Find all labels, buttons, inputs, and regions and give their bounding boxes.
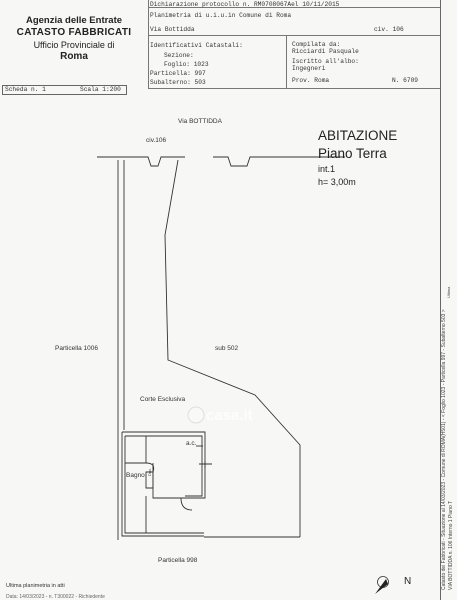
agency-name: Agenzia delle Entrate bbox=[25, 15, 123, 26]
footer-cut-line: Data: 14/03/2023 - n. T300022 - Richiedente bbox=[6, 594, 105, 600]
sub-label: sub 502 bbox=[215, 345, 239, 352]
ident-subalterno: Subalterno: 503 bbox=[150, 79, 206, 86]
plan-interior: int.1 bbox=[318, 164, 336, 174]
province: Prov. Roma bbox=[292, 77, 330, 84]
doccia-label: Doc. bbox=[147, 467, 152, 476]
scheda-number: Scheda n. 1 bbox=[5, 86, 46, 93]
north-label: N bbox=[404, 576, 412, 587]
door-swing-room bbox=[181, 498, 192, 510]
agency-office: Ufficio Provinciale di bbox=[33, 40, 115, 50]
registered-title: Iscritto all'albo: bbox=[292, 58, 359, 65]
watermark-logo bbox=[188, 407, 204, 423]
plan-height: h= 3,00m bbox=[318, 177, 356, 187]
address-civic: civ. 106 bbox=[374, 26, 404, 33]
planimetry-line: Planimetria di u.i.u.in Comune di Roma bbox=[150, 12, 292, 19]
plan-floor: Piano Terra bbox=[318, 146, 387, 161]
sidebar-line-address: VIA BOTTIDDA n. 106 Interno 1 Piano T bbox=[448, 500, 454, 590]
declaration-line: Dichiarazione protocollo n. RM0708067Ael 10/11/2015 bbox=[150, 1, 340, 8]
unit-outer-left-inner bbox=[125, 436, 204, 533]
plan-title: ABITAZIONE bbox=[318, 128, 398, 143]
ident-sezione: Sezione: bbox=[164, 52, 194, 59]
agency-catasto: CATASTO FABBRICATI bbox=[16, 27, 132, 38]
wall-bathroom-right bbox=[153, 463, 181, 498]
registered-value: Ingegneri bbox=[292, 65, 326, 72]
particella-bottom-label: Particella 998 bbox=[158, 557, 198, 564]
watermark-text: casa.it bbox=[206, 407, 253, 424]
footer-note: Ultima planimetria in atti bbox=[6, 583, 65, 589]
address-street: Via Bottidda bbox=[150, 26, 195, 33]
compiled-name: Ricciardi Pasquale bbox=[292, 48, 359, 55]
street-label: Via BOTTIDDA bbox=[178, 118, 222, 125]
corte-label: Corte Esclusiva bbox=[140, 396, 186, 403]
ident-particella: Particella: 997 bbox=[150, 70, 206, 77]
ident-title: Identificativi Catastali: bbox=[150, 42, 243, 49]
sidebar-marker: Ultima bbox=[446, 286, 451, 298]
scale-value: Scala 1:200 bbox=[80, 86, 121, 93]
particella-left-label: Particella 1006 bbox=[55, 345, 98, 352]
bagno-label: Bagno bbox=[126, 472, 145, 479]
street-frontage-left bbox=[97, 157, 185, 166]
ident-foglio: Foglio: 1023 bbox=[164, 61, 209, 68]
civic-label: civ.106 bbox=[146, 137, 167, 144]
sidebar-line-main: Catasto dei Fabbricati - Situazione al 14/03/2023 - Comune di ROMA(H501) - < Foglio 1023 - Particella 997 - Subalterno 503 > bbox=[441, 309, 447, 590]
ac-label: a.c. bbox=[186, 440, 197, 447]
compiled-title: Compilata da: bbox=[292, 41, 341, 48]
meter-symbol bbox=[199, 461, 212, 468]
north-arrow-icon bbox=[375, 577, 389, 595]
agency-city: Roma bbox=[60, 51, 88, 62]
registration-number: N. 6709 bbox=[392, 77, 418, 84]
unit-outer-left bbox=[122, 432, 204, 536]
